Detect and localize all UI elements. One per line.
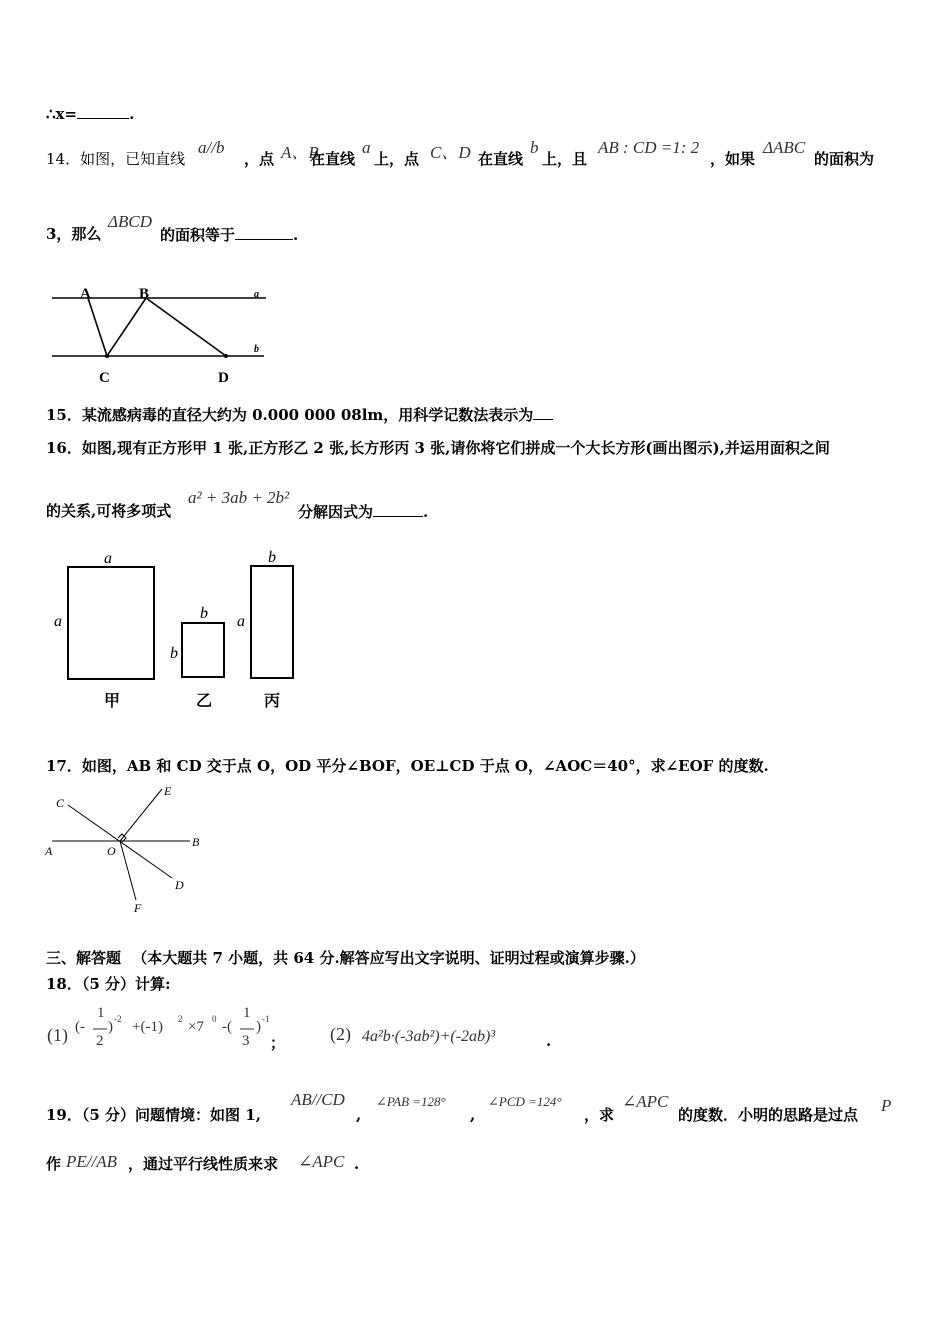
q19-math-parallel: AB//CD (291, 1090, 345, 1109)
section-3-title: 三、解答题 (46, 949, 122, 967)
q16-text-line2a: 的关系,可将多项式 (46, 502, 172, 520)
q19-text-line2b: ，通过平行线性质来求 (128, 1155, 279, 1173)
q14-math-ratio: AB : CD =1: 2 (598, 138, 700, 157)
label-a: A (45, 844, 53, 858)
yi-name: 乙 (196, 693, 213, 710)
section-3-note: （本大题共 7 小题，共 64 分.解答应写出文字说明、证明过程或演算步骤.） (132, 949, 645, 967)
q16-math-polynomial: a² + 3ab + 2b² (188, 488, 290, 507)
q18-p2-end: . (546, 1032, 552, 1050)
yi-top-label: b (200, 605, 208, 622)
q14-math-tri-abc: ΔABC (763, 138, 806, 157)
label-line-b: b (254, 344, 259, 355)
q16-end: . (423, 503, 429, 521)
q18-p1-f: ) (256, 1019, 261, 1035)
q18-p1-frac2-den: 3 (242, 1033, 250, 1049)
q18-p1-exp1: -2 (114, 1014, 122, 1024)
q18-p1-a: (- (75, 1019, 85, 1035)
bing-name: 丙 (264, 693, 281, 710)
q18-number: 18．（5 分）计算: (46, 975, 171, 993)
q18-p1-c: +(-1) (132, 1019, 163, 1035)
label-e: E (164, 784, 172, 798)
q14-math-b: b (530, 138, 539, 157)
bing-side-label: a (237, 613, 245, 630)
q18-p1-exp3: 0 (212, 1014, 217, 1024)
jia-top-label: a (104, 550, 112, 567)
label-b: B (192, 835, 200, 849)
q18-p1-d: ×7 (188, 1019, 204, 1035)
label-a-point: A (80, 286, 91, 302)
q14-text-7: 的面积为 (814, 150, 875, 168)
q19-math-p: P (881, 1096, 892, 1115)
q18-p2-expr: 4a²b·(-3ab²)+(-2ab)³ (362, 1028, 496, 1045)
q15-text: 15．某流感病毒的直径大约为 0.000 000 08lm，用科学记数法表示为 (46, 406, 534, 424)
q19-math-pe: PE//AB (66, 1152, 117, 1171)
q14-text-2: 在直线 (310, 150, 356, 168)
q19-math-pab: ∠PAB =128° (376, 1094, 446, 1109)
q17-text: 17．如图，AB 和 CD 交于点 O，OD 平分∠BOF，OE⊥CD 于点 O，∠AOC＝40°，求∠EOF 的度数. (46, 757, 769, 775)
bing-top-label: b (268, 549, 276, 566)
q14-math-a: a (362, 138, 371, 157)
q16-text: 16．如图,现有正方形甲 1 张,正方形乙 2 张,长方形丙 3 张,请你将它们拼成一个大长方形(画出图示),并运用面积之间 (46, 439, 830, 457)
q14-end: . (293, 226, 299, 244)
q14-math-parallel: a//b (198, 138, 225, 157)
q14-number: 14．如图，已知直线 (46, 150, 186, 168)
q19-number: 19．（5 分）问题情境：如图 1, (46, 1106, 261, 1124)
q18-p1-e: -( (222, 1019, 232, 1035)
q19-comma-1: , (356, 1106, 362, 1124)
q18-p1-sep: ； (270, 1034, 286, 1052)
label-f: F (134, 901, 142, 915)
q19-comma-2: , (470, 1106, 476, 1124)
label-d-point: D (218, 370, 229, 386)
jia-side-label: a (54, 613, 62, 630)
q13-suffix: . (129, 105, 135, 123)
q14-math-points-ab: A、B (281, 143, 319, 162)
q18-p1-exp2: 2 (178, 1014, 183, 1024)
q19-math-apc-2: ∠APC (298, 1152, 345, 1171)
q14-math-tri-bcd: ΔBCD (108, 212, 152, 231)
label-line-a: a (254, 289, 259, 300)
q14-math-points-cd: C、D (430, 143, 471, 162)
q14-text-4: 在直线 (478, 150, 524, 168)
q19-text-1: ，求 (584, 1106, 615, 1124)
label-o: O (107, 844, 116, 858)
q13-prefix: ∴x= (46, 105, 78, 123)
q19-text-line2a: 作 (46, 1155, 62, 1173)
q14-text-1: ，点 (244, 150, 275, 168)
q18-p1-label: (1) (47, 1025, 68, 1045)
q18-p1-b: ) (108, 1019, 113, 1035)
q14-text-3: 上，点 (374, 150, 420, 168)
label-c: C (56, 796, 65, 810)
q19-text-2: 的度数．小明的思路是过点 (678, 1106, 859, 1124)
q18-p1-frac2-num: 1 (243, 1005, 251, 1021)
yi-side-label: b (170, 645, 178, 662)
q18-p1-exp4: -1 (262, 1014, 270, 1024)
q14-text-6: ，如果 (710, 150, 756, 168)
q19-math-apc: ∠APC (622, 1092, 669, 1111)
q14-text-5: 上，且 (542, 150, 588, 168)
q14-text-line2a: 3，那么 (46, 225, 102, 243)
q16-text-line2b: 分解因式为 (298, 503, 374, 521)
q18-p1-frac1-num: 1 (97, 1005, 105, 1021)
label-b-point: B (139, 286, 150, 302)
q19-end: . (354, 1155, 360, 1173)
jia-name: 甲 (104, 693, 121, 710)
q19-math-pcd: ∠PCD =124° (488, 1094, 562, 1109)
label-c-point: C (99, 370, 110, 386)
q18-p1-frac1-den: 2 (96, 1033, 104, 1049)
q14-text-line2b: 的面积等于 (160, 226, 236, 244)
label-d: D (175, 878, 184, 892)
q18-p2-label: (2) (330, 1024, 351, 1044)
